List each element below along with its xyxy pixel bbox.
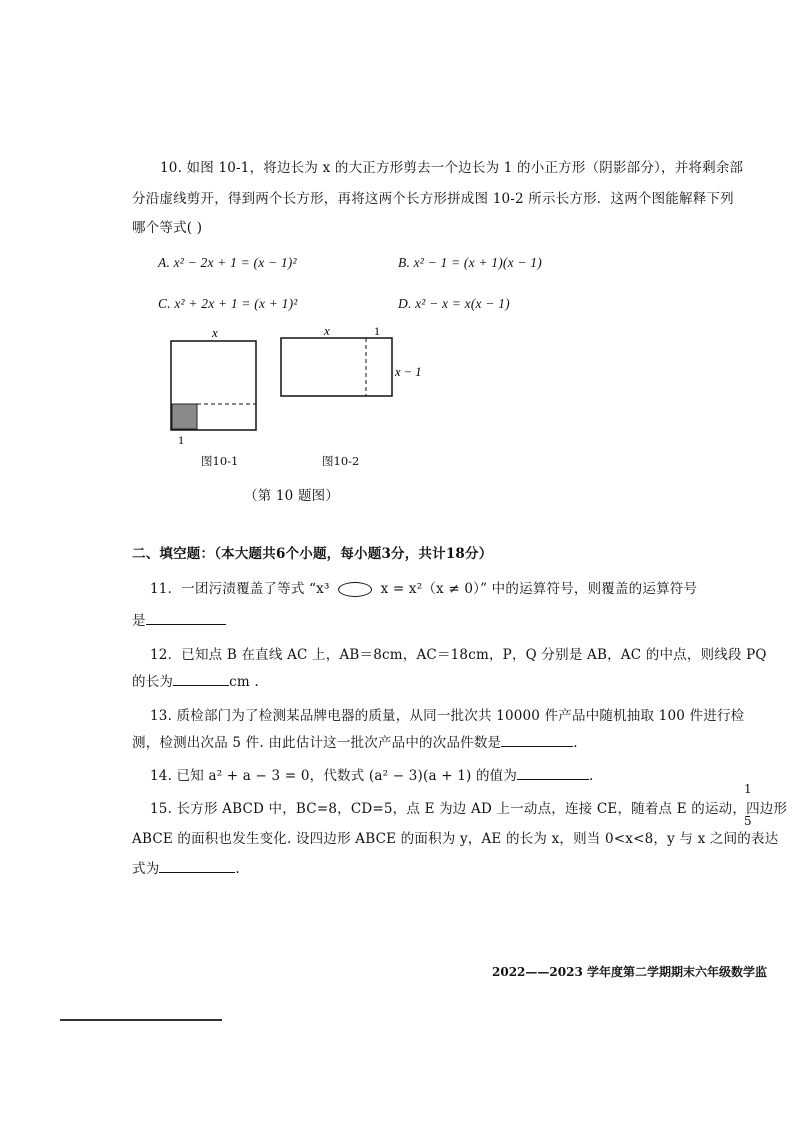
q11-text-post: x = x²（x ≠ 0）” 中的运算符号，则覆盖的运算符号 xyxy=(380,581,698,597)
q10-line-3: 哪个等式( ) xyxy=(132,220,203,236)
fig1-label-1: 1 xyxy=(178,433,184,447)
fig2-rectangle xyxy=(281,338,392,396)
q12-text-post: cm . xyxy=(229,674,259,690)
q15-answer-blank[interactable] xyxy=(159,860,235,873)
section-2-heading: 二、填空题：（本大题共6个小题，每小题3分，共计18分） xyxy=(132,546,493,562)
stain-oval-icon xyxy=(338,582,372,597)
q10-line-2: 分沿虚线剪开，得到两个长方形，再将这两个长方形拼成图 10-2 所示长方形．这两个图能解释下列 xyxy=(132,191,734,207)
q11-text-shi: 是 xyxy=(132,613,146,629)
q10-figure-caption: （第 10 题图） xyxy=(244,488,340,504)
fig1-shaded-square xyxy=(172,404,197,429)
q13-line-2 xyxy=(132,731,578,751)
q15-line-2: ABCE 的面积也发生变化. 设四边形 ABCE 的面积为 y，AE 的长为 x，则当 0<x<8，y 与 x 之间的表达 xyxy=(132,831,779,847)
q15-line-3 xyxy=(132,857,240,877)
q13-text-pre: 测，检测出次品 5 件. 由此估计这一批次产品中的次品件数是 xyxy=(132,735,502,751)
fig2-caption: 图10-2 xyxy=(322,454,360,468)
q15-text-post: . xyxy=(235,861,240,877)
q10-line-1: 10. 如图 10-1，将边长为 x 的大正方形剪去一个边长为 1 的小正方形（阴影部分），并将剩余部 xyxy=(160,160,744,176)
fig2-label-x-minus-1: x − 1 xyxy=(395,365,422,379)
fig1-caption: 图10-1 xyxy=(201,454,239,468)
q12-line-1: 12．已知点 B 在直线 AC 上，AB＝8cm，AC＝18cm，P，Q 分别是 AB，AC 的中点，则线段 PQ xyxy=(150,647,767,663)
footer-text: 2022——2023 学年度第二学期期末六年级数学监 xyxy=(492,965,767,979)
q11-answer-blank[interactable] xyxy=(146,612,226,625)
fig2-label-x: x xyxy=(324,323,330,338)
q13-line-1: 13. 质检部门为了检测某品牌电器的质量，从同一批次共 10000 件产品中随机抽取 100 件进行检 xyxy=(150,708,745,724)
margin-mark-top: 1 xyxy=(744,782,752,796)
q14-text-pre: 14. 已知 a² + a − 3 = 0，代数式 (a² − 3)(a + 1) 的值为 xyxy=(150,768,518,784)
q10-option-b: B. x² − 1 = (x + 1)(x − 1) xyxy=(398,255,542,270)
q10-option-c: C. x² + 2x + 1 = (x + 1)² xyxy=(158,296,298,311)
q12-answer-blank[interactable] xyxy=(173,673,229,686)
q14-answer-blank[interactable] xyxy=(517,767,589,780)
figure-10-1 xyxy=(160,320,270,448)
figure-10-2 xyxy=(275,320,435,410)
q11-text-pre: 11．一团污渍覆盖了等式 “x³ xyxy=(150,581,330,597)
q13-text-post: . xyxy=(573,735,578,751)
q11-line-1 xyxy=(150,577,697,597)
margin-mark-bottom: 5 xyxy=(744,814,752,828)
q15-line-1: 15. 长方形 ABCD 中，BC=8，CD=5，点 E 为边 AD 上一动点，连接 CE，随着点 E 的运动，四边形 xyxy=(150,801,788,817)
q10-option-a: A. x² − 2x + 1 = (x − 1)² xyxy=(158,255,297,270)
q13-answer-blank[interactable] xyxy=(501,734,573,747)
bottom-rule xyxy=(60,1019,222,1021)
fig1-label-x: x xyxy=(212,325,218,340)
q12-line-2 xyxy=(132,670,259,690)
q12-text-pre: 的长为 xyxy=(132,674,174,690)
q14-text-post: . xyxy=(589,768,594,784)
fig2-label-1: 1 xyxy=(374,324,380,338)
q14-line xyxy=(150,764,594,784)
q11-line-2 xyxy=(132,609,226,629)
q10-option-d: D. x² − x = x(x − 1) xyxy=(398,296,510,311)
q15-text-pre: 式为 xyxy=(132,861,160,877)
